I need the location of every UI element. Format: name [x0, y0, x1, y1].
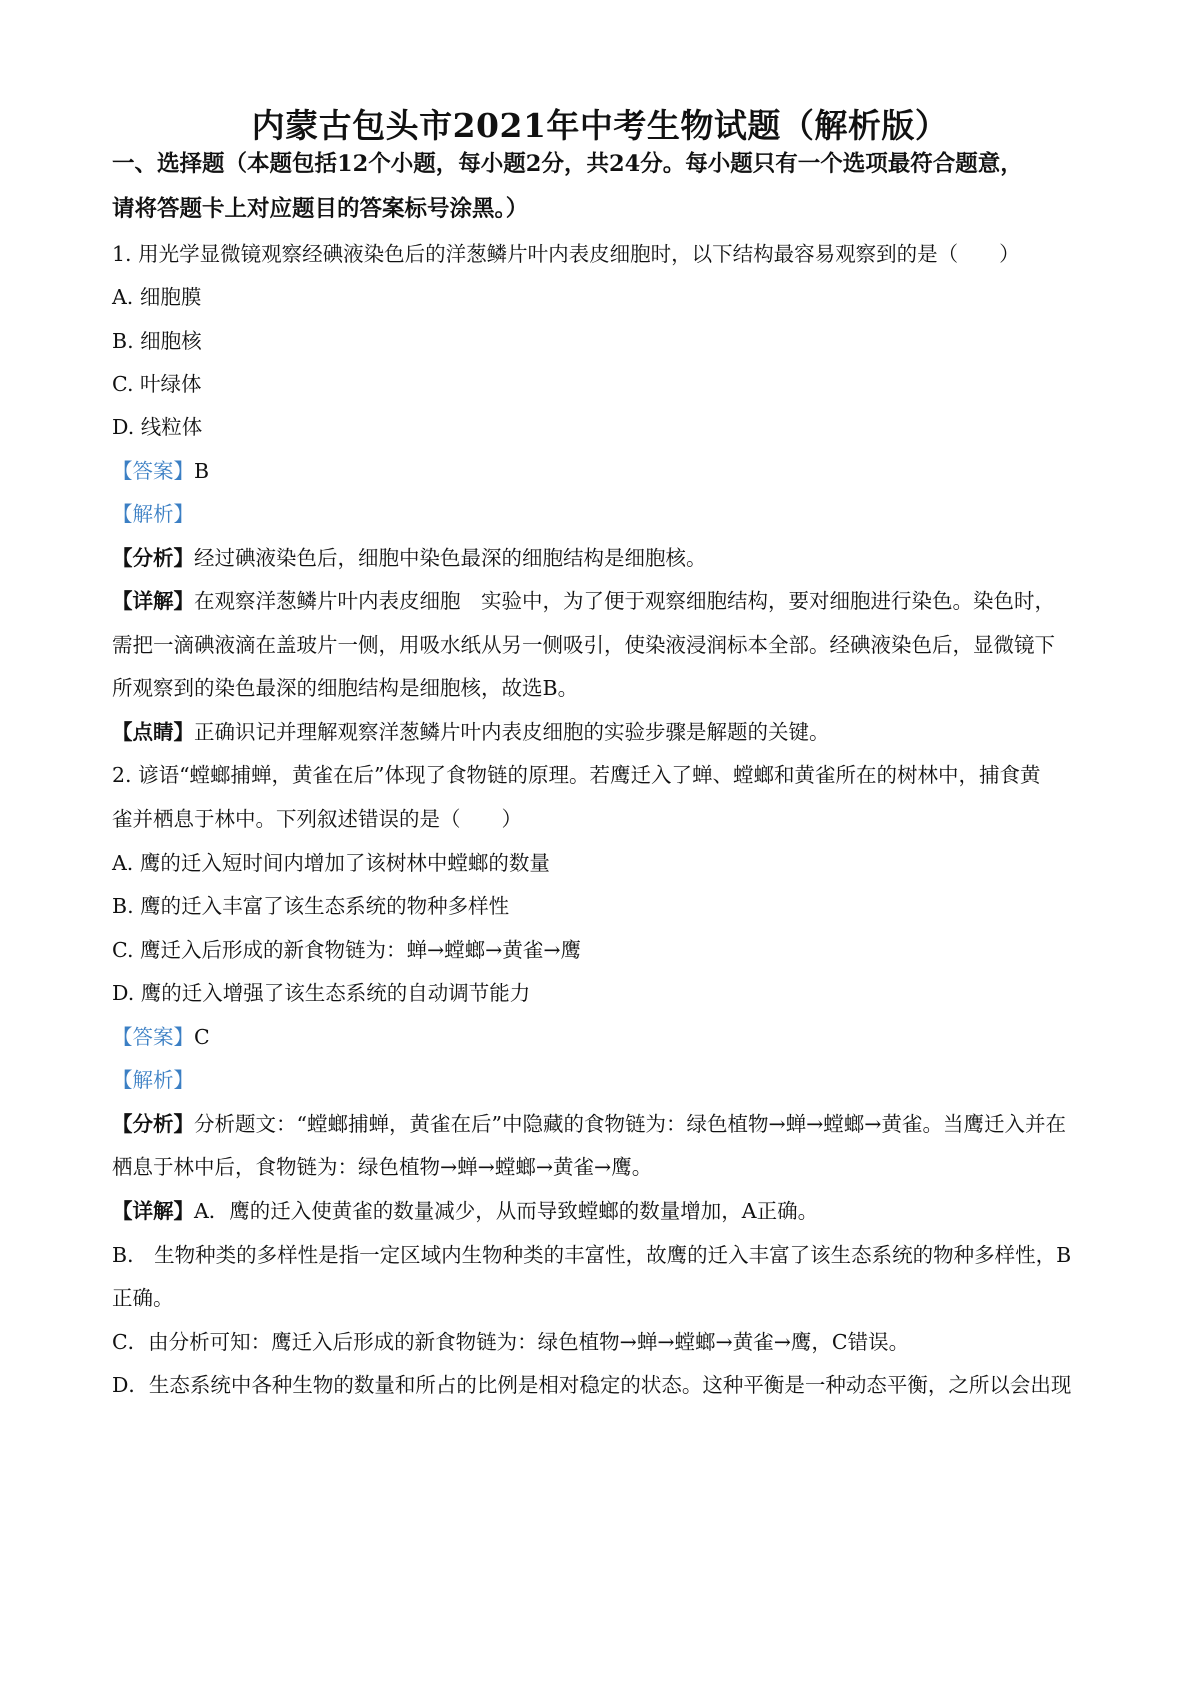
q2-detail-line-4: C．由分析可知：鹰迁入后形成的新食物链为：绿色植物→蝉→螳螂→黄雀→鹰，C错误。 [112, 1330, 910, 1354]
q1-detail-line-2: 需把一滴碘液滴在盖玻片一侧，用吸水纸从另一侧吸引，使染液浸润标本全部。经碘液染色后，显微镜下 [112, 633, 1055, 657]
q1-detail-line-1 [112, 587, 1102, 615]
fenxi-tag: 【分析】 [112, 1112, 194, 1136]
detail-tag: 【详解】 [112, 1199, 194, 1223]
q1-detail-line-3: 所观察到的染色最深的细胞结构是细胞核，故选B。 [112, 676, 579, 700]
section-heading-line-1: 一、选择题（本题包括12个小题，每小题2分，共24分。每小题只有一个选项最符合题意， [112, 151, 1023, 177]
fenxi-tag: 【分析】 [112, 546, 194, 570]
q2-detail-text-1: A．鹰的迁入使黄雀的数量减少，从而导致螳螂的数量增加，A正确。 [194, 1199, 819, 1223]
q1-option-d: D. 线粒体 [112, 415, 203, 439]
q2-detail-line-2: B． 生物种类的多样性是指一定区域内生物种类的丰富性，故鹰的迁入丰富了该生态系统的物种多样性，B [112, 1243, 1072, 1267]
q2-fenxi-text-1: 分析题文：“螳螂捕蝉，黄雀在后”中隐藏的食物链为：绿色植物→蝉→螳螂→黄雀。当鹰迁入并在 [194, 1112, 1066, 1136]
section-heading-line-2: 请将答题卡上对应题目的答案标号涂黑。） [112, 196, 529, 222]
analysis-tag: 【解析】 [112, 1068, 194, 1092]
q2-detail-line-3: 正确。 [112, 1286, 174, 1310]
q2-answer-value: C [194, 1025, 210, 1049]
q1-dianjing-text: 正确识记并理解观察洋葱鳞片叶内表皮细胞的实验步骤是解题的关键。 [194, 720, 830, 744]
q1-detail-text-1: 在观察洋葱鳞片叶内表皮细胞 实验中，为了便于观察细胞结构，要对细胞进行染色。染色时， [194, 589, 1055, 613]
q2-option-a: A. 鹰的迁入短时间内增加了该树林中螳螂的数量 [112, 851, 550, 875]
dianjing-tag: 【点睛】 [112, 720, 194, 744]
q1-option-c: C. 叶绿体 [112, 372, 202, 396]
q1-stem: 1. 用光学显微镜观察经碘液染色后的洋葱鳞片叶内表皮细胞时，以下结构最容易观察到的是（ ） [112, 242, 1020, 266]
q1-answer [112, 457, 1102, 485]
answer-tag: 【答案】 [112, 459, 194, 483]
q1-answer-value: B [194, 459, 210, 483]
q2-detail-line-5: D．生态系统中各种生物的数量和所占的比例是相对稳定的状态。这种平衡是一种动态平衡，之所以会出现 [112, 1373, 1072, 1397]
analysis-tag: 【解析】 [112, 502, 194, 526]
q1-option-b: B. 细胞核 [112, 329, 202, 353]
q2-fenxi-line-1 [112, 1110, 1102, 1138]
q2-stem-line-1: 2. 谚语“螳螂捕蝉，黄雀在后”体现了食物链的原理。若鹰迁入了蝉、螳螂和黄雀所在的树林中，捕食黄 [112, 763, 1041, 787]
q2-answer [112, 1023, 1102, 1051]
q1-analysis-heading [112, 500, 1102, 528]
q2-stem-line-2: 雀并栖息于林中。下列叙述错误的是（ ） [112, 807, 522, 831]
q2-analysis-heading [112, 1066, 1102, 1094]
answer-tag: 【答案】 [112, 1025, 194, 1049]
q1-option-a: A. 细胞膜 [112, 285, 202, 309]
detail-tag: 【详解】 [112, 589, 194, 613]
q2-detail-line-1 [112, 1197, 1102, 1225]
q2-fenxi-line-2: 栖息于林中后，食物链为：绿色植物→蝉→螳螂→黄雀→鹰。 [112, 1155, 653, 1179]
q2-option-c: C. 鹰迁入后形成的新食物链为：蝉→螳螂→黄雀→鹰 [112, 938, 582, 962]
q1-fenxi-text: 经过碘液染色后，细胞中染色最深的细胞结构是细胞核。 [194, 546, 707, 570]
page-title: 内蒙古包头市2021年中考生物试题（解析版） [251, 106, 949, 145]
q1-dianjing [112, 718, 1102, 746]
q1-fenxi [112, 544, 1102, 572]
q2-option-b: B. 鹰的迁入丰富了该生态系统的物种多样性 [112, 894, 510, 918]
q2-option-d: D. 鹰的迁入增强了该生态系统的自动调节能力 [112, 981, 531, 1005]
